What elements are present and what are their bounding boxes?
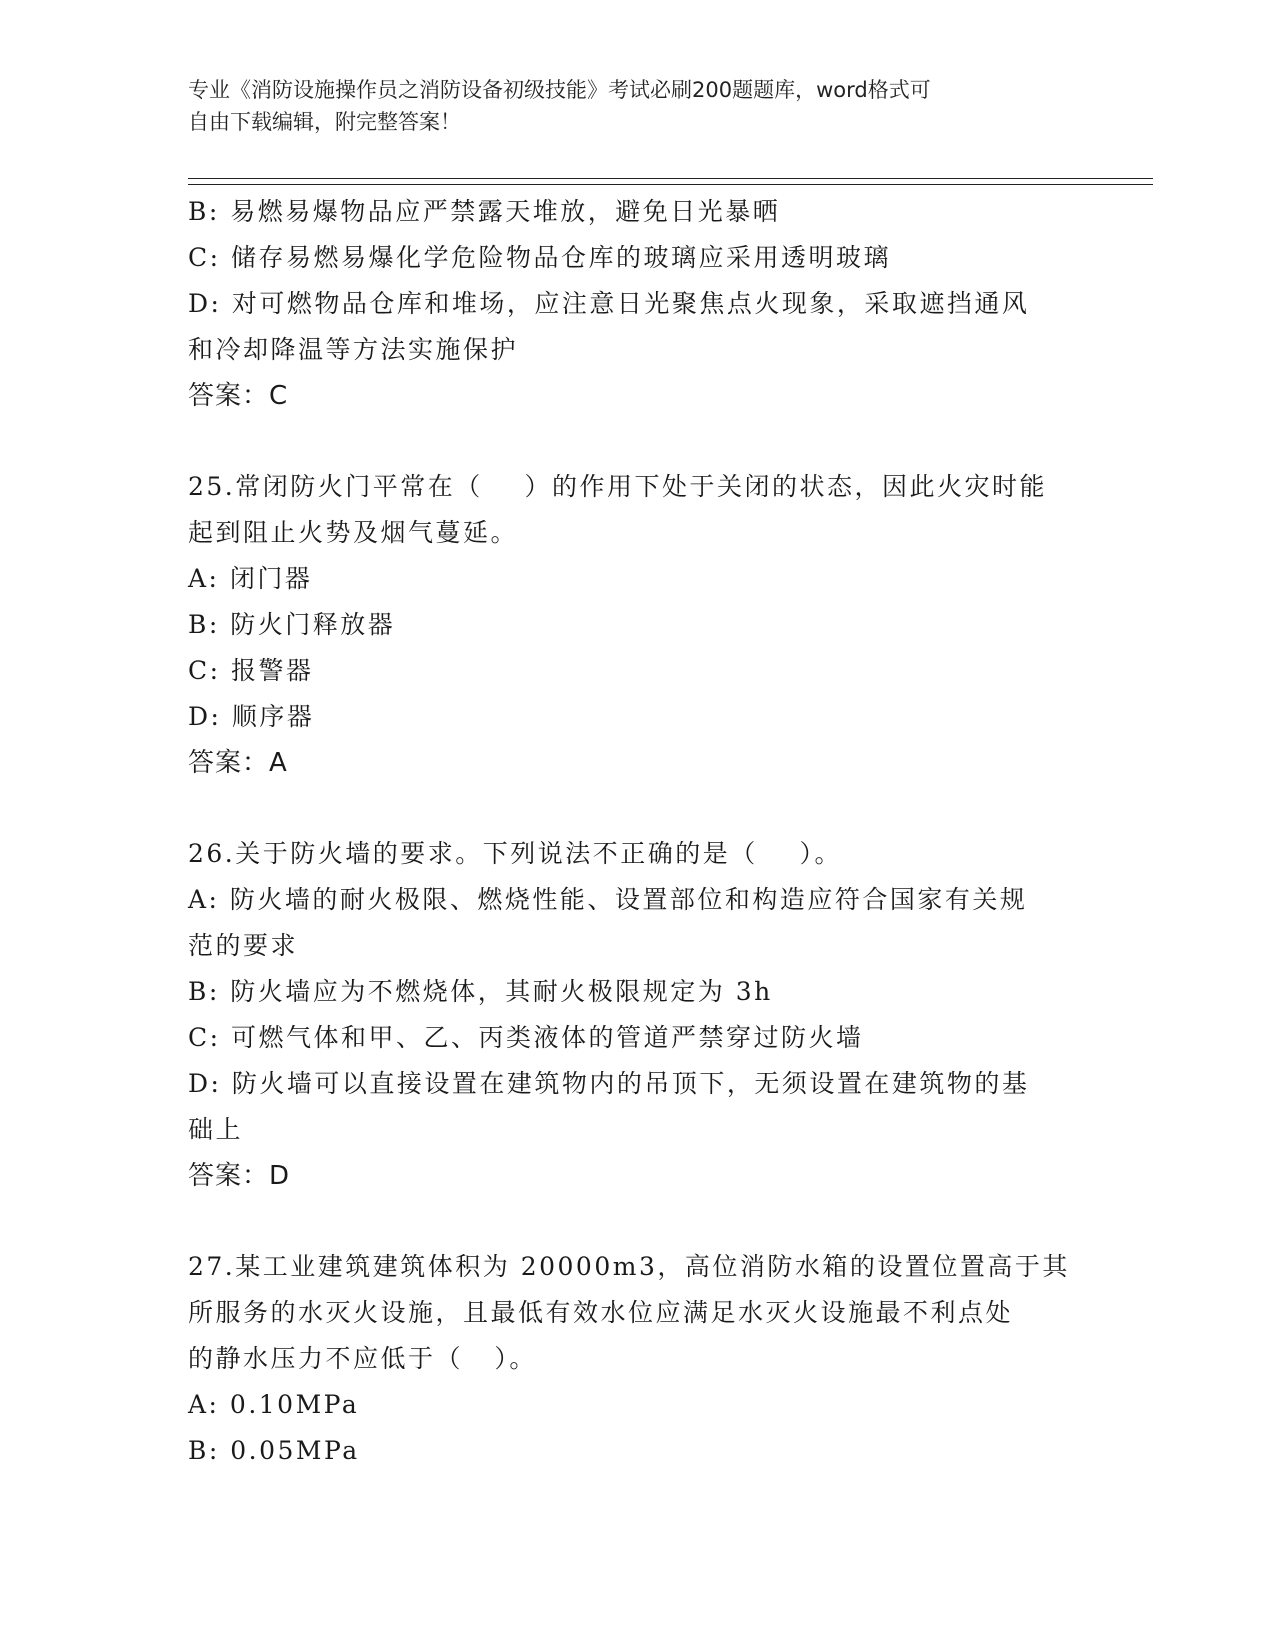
- q26-option-d-line1: D: 防火墙可以直接设置在建筑物内的吊顶下，无须设置在建筑物的基: [188, 1069, 1030, 1098]
- q25-option-c: C: 报警器: [188, 656, 314, 685]
- q26-option-a-line1: A: 防火墙的耐火极限、燃烧性能、设置部位和构造应符合国家有关规: [188, 885, 1028, 914]
- question-25-block: [188, 464, 1078, 786]
- q26-option-c: C: 可燃气体和甲、乙、丙类液体的管道严禁穿过防火墙: [188, 1023, 864, 1052]
- q27-stem-line3: 的静水压力不应低于（ ）。: [188, 1344, 537, 1373]
- question-26-block: [188, 831, 1078, 1199]
- q25-option-d: D: 顺序器: [188, 702, 315, 731]
- spacer: [188, 419, 1078, 464]
- q24-option-b: B: 易燃易爆物品应严禁露天堆放，避免日光暴晒: [188, 197, 781, 226]
- q24-option-d-line1: D: 对可燃物品仓库和堆场，应注意日光聚焦点火现象，采取遮挡通风: [188, 289, 1030, 318]
- q26-answer: 答案：D: [188, 1161, 291, 1191]
- question-27-block: [188, 1244, 1078, 1474]
- spacer: [188, 786, 1078, 831]
- header-line-1: 专业《消防设施操作员之消防设备初级技能》考试必刷200题题库，word格式可: [188, 78, 931, 102]
- q27-stem-line1: 27.某工业建筑建筑体积为 20000m3，高位消防水箱的设置位置高于其: [188, 1252, 1070, 1281]
- header-line-2: 自由下载编辑，附完整答案！: [188, 110, 461, 134]
- question-24-block: [188, 189, 1078, 419]
- q24-option-d-line2: 和冷却降温等方法实施保护: [188, 335, 519, 364]
- q24-answer: 答案：C: [188, 381, 289, 411]
- spacer: [188, 1199, 1078, 1244]
- q27-option-a: A: 0.10MPa: [188, 1390, 360, 1419]
- q25-stem-line2: 起到阻止火势及烟气蔓延。: [188, 518, 519, 547]
- q26-option-a-line2: 范的要求: [188, 931, 299, 960]
- q25-option-a: A: 闭门器: [188, 564, 313, 593]
- document-header: [188, 74, 1068, 138]
- q24-option-c: C: 储存易燃易爆化学危险物品仓库的玻璃应采用透明玻璃: [188, 243, 892, 272]
- q27-option-b: B: 0.05MPa: [188, 1436, 360, 1465]
- q26-stem: 26.关于防火墙的要求。下列说法不正确的是（ ）。: [188, 839, 843, 868]
- q26-option-b: B: 防火墙应为不燃烧体，其耐火极限规定为 3h: [188, 977, 773, 1006]
- header-rule-top: [188, 178, 1153, 179]
- question-content: [188, 189, 1078, 1474]
- q26-option-d-line2: 础上: [188, 1115, 244, 1144]
- q25-answer: 答案：A: [188, 748, 288, 778]
- header-rule-bottom: [188, 184, 1153, 185]
- q25-stem-line1: 25.常闭防火门平常在（ ）的作用下处于关闭的状态，因此火灾时能: [188, 472, 1048, 501]
- q27-stem-line2: 所服务的水灭火设施，且最低有效水位应满足水灭火设施最不利点处: [188, 1298, 1014, 1327]
- q25-option-b: B: 防火门释放器: [188, 610, 396, 639]
